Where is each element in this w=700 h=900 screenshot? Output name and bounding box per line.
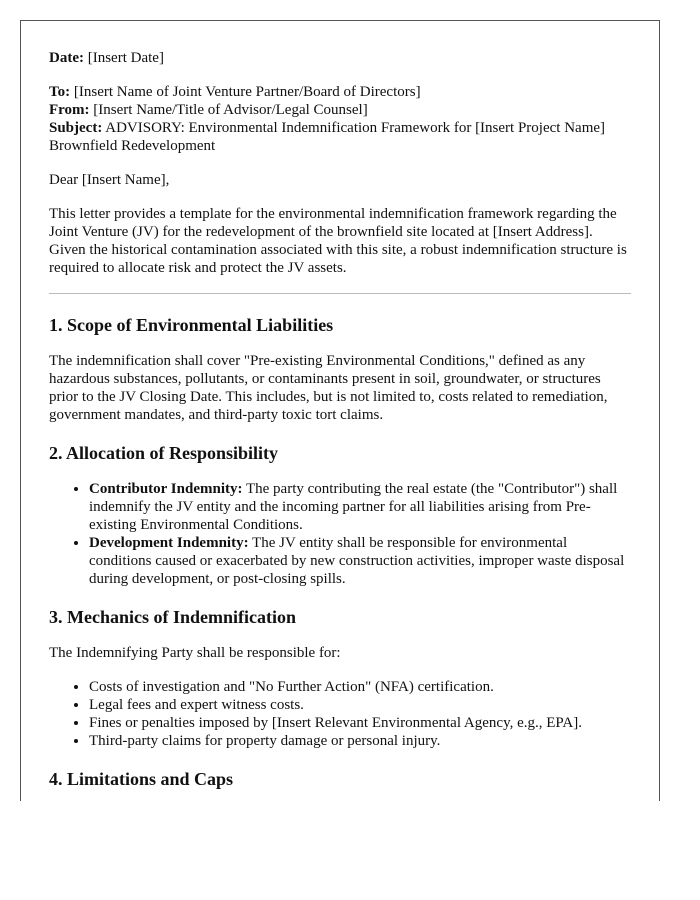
section-allocation <box>49 442 631 588</box>
section-heading: 3. Mechanics of Indemnification <box>49 607 296 627</box>
section-scope <box>49 314 631 424</box>
letter-page <box>20 20 660 801</box>
salutation: Dear [Insert Name], <box>49 172 170 188</box>
list-item-term: Contributor Indemnity: <box>89 481 243 497</box>
list-item: • Costs of investigation and "No Further Action" (NFA) certification. <box>89 678 631 696</box>
date-value: [Insert Date] <box>87 50 164 66</box>
list-item-text: The JV entity shall be responsible for environmental conditions caused or exacerbated by new construction activities, improper waste disposal during development, or post-closing spills. <box>89 535 625 587</box>
to-line <box>49 83 631 101</box>
date-label: Date: <box>49 50 84 66</box>
section-mechanics <box>49 606 631 750</box>
intro-paragraph: This letter provides a template for the environmental indemnification framework regarding the Joint Venture (JV) for the redevelopment of the brownfield site located at [Insert Address]. Given the historical contamination associated with this site, a robust indemnification structure is required to allocate risk and protect the JV assets. <box>49 206 627 276</box>
list-item-text: The party contributing the real estate (the "Contributor") shall indemnify the JV entity and the incoming partner for all liabilities arising from Pre-existing Environmental Conditions. <box>89 481 618 533</box>
mechanics-list <box>49 678 631 750</box>
list-item <box>89 480 631 534</box>
list-item-term: Development Indemnity: <box>89 535 249 551</box>
from-value: [Insert Name/Title of Advisor/Legal Counsel] <box>93 102 368 118</box>
letter-content <box>21 21 659 790</box>
section-limitations <box>49 768 631 790</box>
section-heading: 4. Limitations and Caps <box>49 769 234 789</box>
allocation-list <box>49 480 631 588</box>
list-item: • Third-party claims for property damage or personal injury. <box>89 732 631 750</box>
to-value: [Insert Name of Joint Venture Partner/Board of Directors] <box>73 84 421 100</box>
subject-value: ADVISORY: Environmental Indemnification Framework for [Insert Project Name] Brownfield Redevelopment <box>49 120 606 154</box>
address-block <box>49 83 631 155</box>
list-item <box>89 534 631 588</box>
to-label: To: <box>49 84 71 100</box>
section-divider <box>49 293 631 294</box>
from-line <box>49 101 631 119</box>
section-paragraph: The indemnification shall cover "Pre-existing Environmental Conditions," defined as any hazardous substances, pollutants, or contaminants present in soil, groundwater, or structures prior to the JV Closing Date. This includes, but is not limited to, costs related to remediation, government mandates, and third-party toxic tort claims. <box>49 353 608 423</box>
list-item: • Legal fees and expert witness costs. <box>89 696 631 714</box>
section-heading: 2. Allocation of Responsibility <box>49 443 279 463</box>
list-item: • Fines or penalties imposed by [Insert Relevant Environmental Agency, e.g., EPA]. <box>89 714 631 732</box>
from-label: From: <box>49 102 90 118</box>
date-line <box>49 49 631 67</box>
section-intro: The Indemnifying Party shall be responsible for: <box>49 645 341 661</box>
subject-label: Subject: <box>49 120 103 136</box>
subject-line <box>49 119 631 155</box>
section-heading: 1. Scope of Environmental Liabilities <box>49 315 334 335</box>
